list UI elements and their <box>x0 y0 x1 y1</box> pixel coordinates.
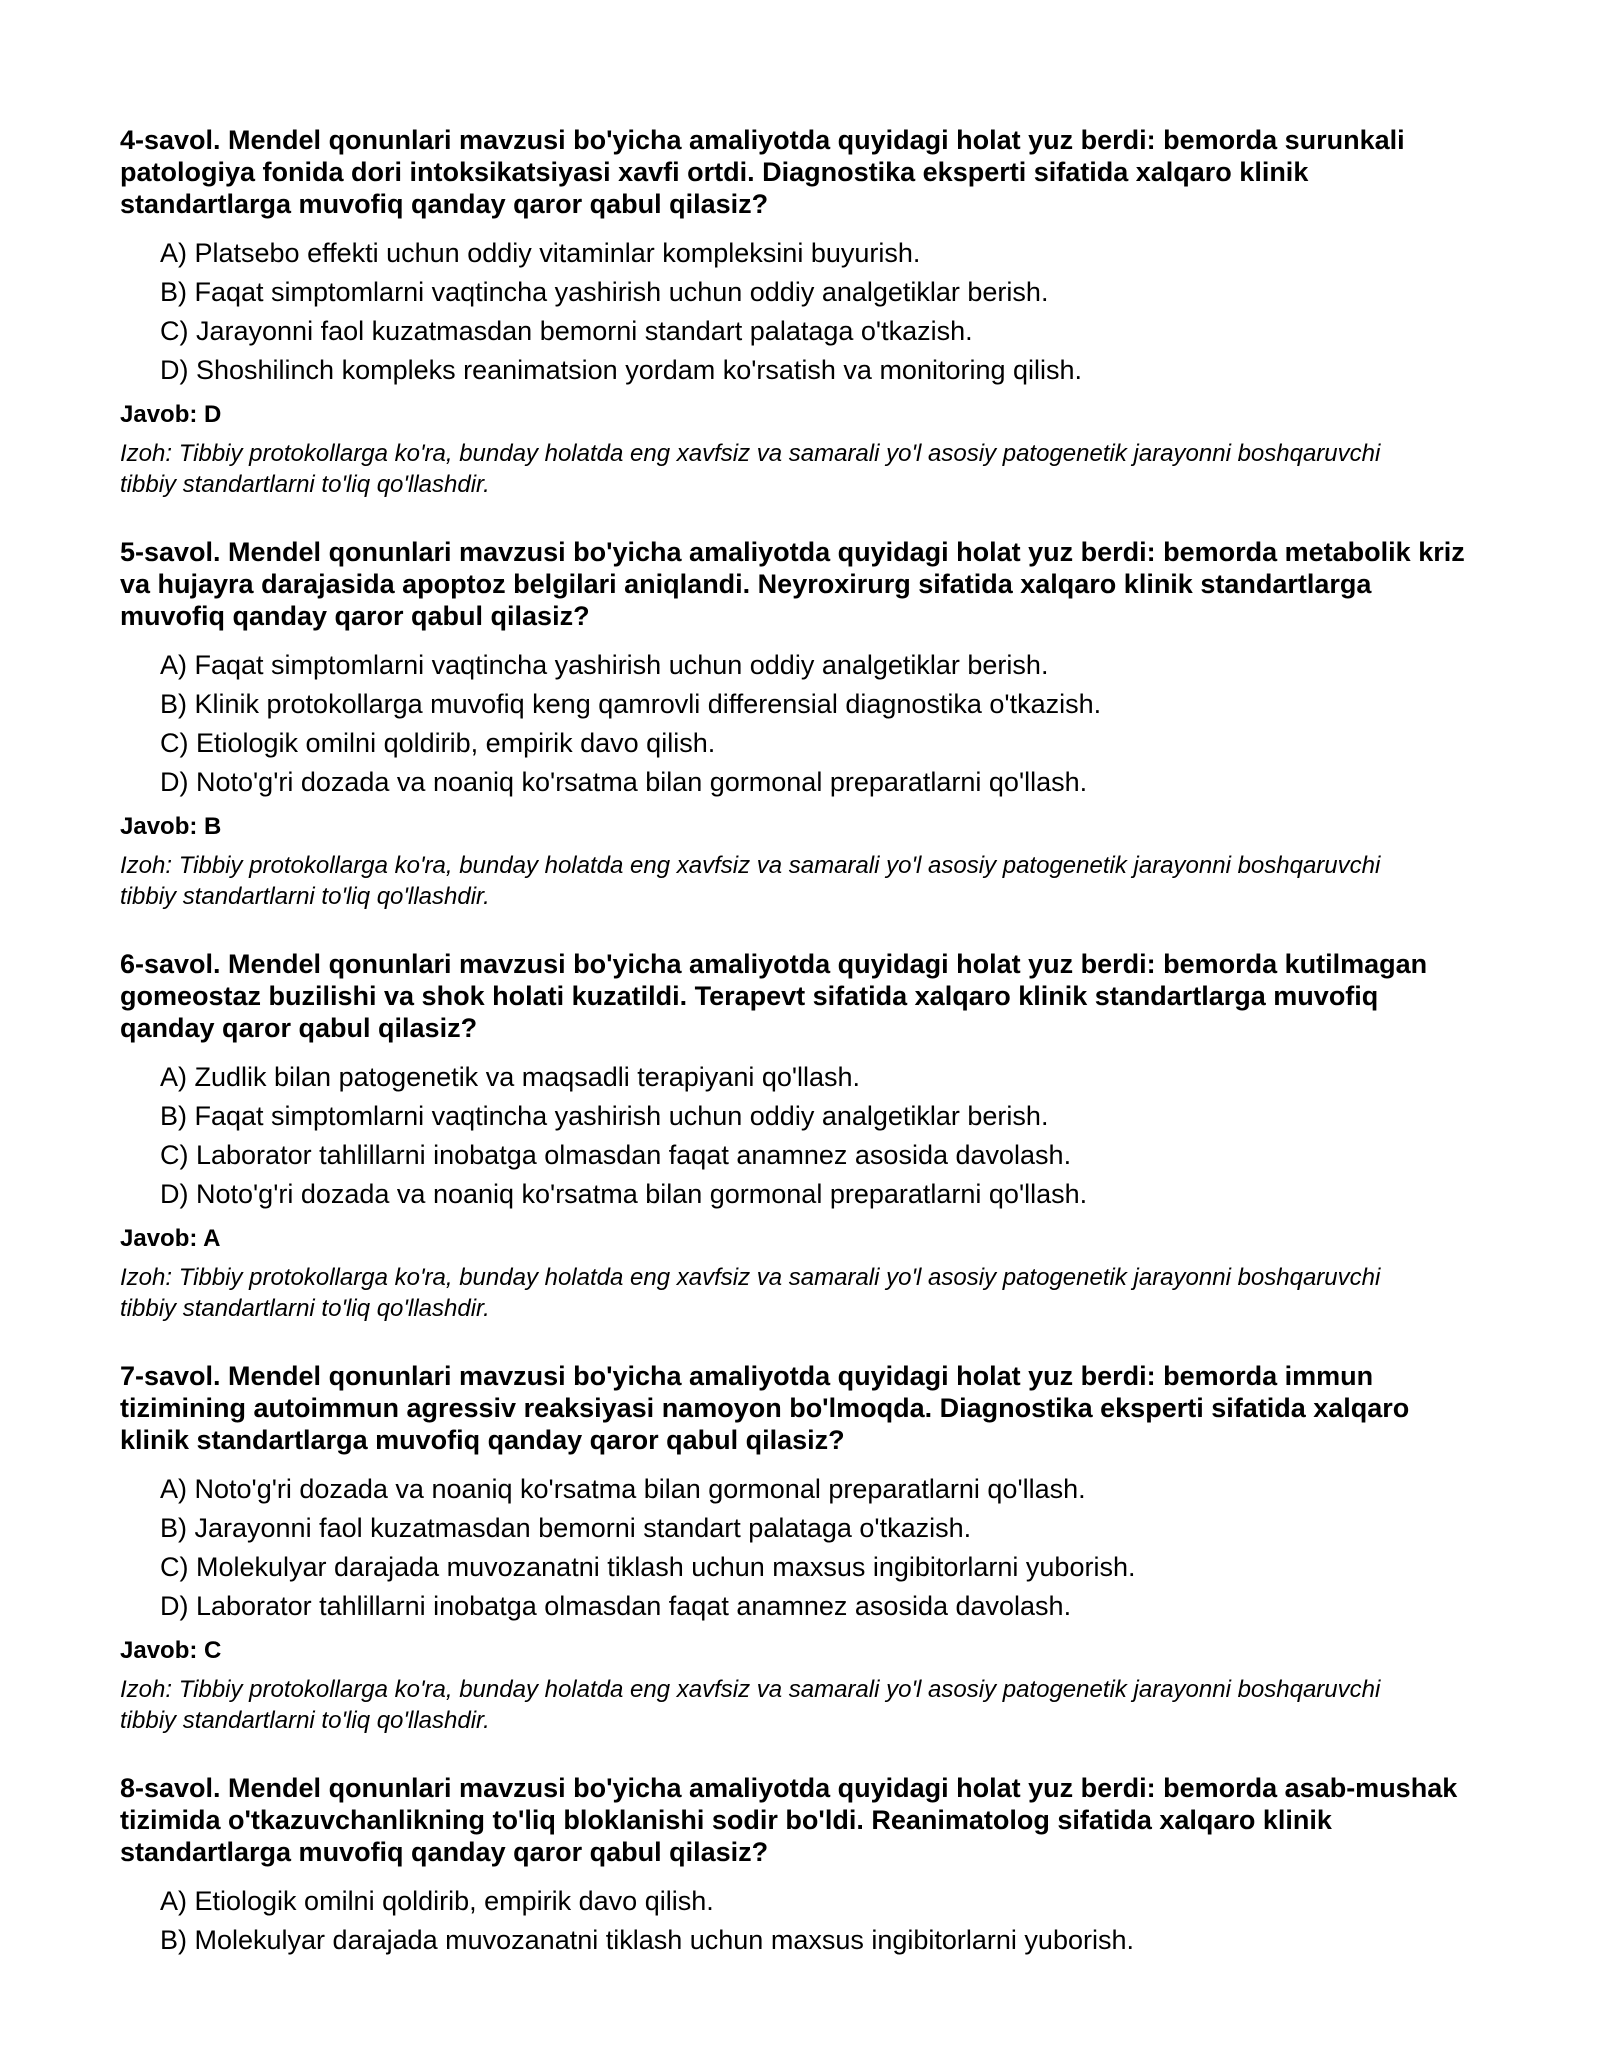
question-5 <box>120 536 1480 912</box>
option-list <box>160 646 1480 802</box>
explanation-note: Izoh: Tibbiy protokollarga ko'ra, bunday holatda eng xavfsiz va samarali yo'l asosiy patogenetik jarayonni boshqaruvchi tibbiy standartlarni to'liq qo'llashdir. <box>120 1264 1381 1322</box>
question-text: 5-savol. Mendel qonunlari mavzusi bo'yicha amaliyotda quyidagi holat yuz berdi: bemorda metabolik kriz va hujayra darajasida apoptoz belgilari aniqlandi. Neyroxirurg sifatida xalqaro klinik standartlarga muvofiq qanday qaror qabul qilasiz? <box>120 537 1465 631</box>
question-text: 6-savol. Mendel qonunlari mavzusi bo'yicha amaliyotda quyidagi holat yuz berdi: bemorda kutilmagan gomeostaz buzilishi va shok holati kuzatildi. Terapevt sifatida xalqaro klinik standartlarga muvofiq qanday qaror qabul qilasiz? <box>120 949 1428 1043</box>
option-d: D) Laborator tahlillarni inobatga olmasdan faqat anamnez asosida davolash. <box>160 1591 1072 1621</box>
option-d: D) Noto'g'ri dozada va noaniq ko'rsatma bilan gormonal preparatlarni qo'llash. <box>160 1179 1088 1209</box>
question-text: 7-savol. Mendel qonunlari mavzusi bo'yicha amaliyotda quyidagi holat yuz berdi: bemorda immun tizimining autoimmun agressiv reaksiyasi namoyon bo'lmoqda. Diagnostika eksperti sifatida xalqaro klinik standartlarga muvofiq qanday qaror qabul qilasiz? <box>120 1361 1410 1455</box>
option-a: A) Faqat simptomlarni vaqtincha yashirish uchun oddiy analgetiklar berish. <box>160 650 1049 680</box>
option-d: D) Shoshilinch kompleks reanimatsion yordam ko'rsatish va monitoring qilish. <box>160 355 1083 385</box>
option-b: B) Klinik protokollarga muvofiq keng qamrovli differensial diagnostika o'tkazish. <box>160 689 1102 719</box>
option-b: B) Faqat simptomlarni vaqtincha yashirish uchun oddiy analgetiklar berish. <box>160 1101 1049 1131</box>
explanation-note: Izoh: Tibbiy protokollarga ko'ra, bunday holatda eng xavfsiz va samarali yo'l asosiy patogenetik jarayonni boshqaruvchi tibbiy standartlarni to'liq qo'llashdir. <box>120 852 1381 910</box>
option-c: C) Molekulyar darajada muvozanatni tiklash uchun maxsus ingibitorlarni yuborish. <box>160 1552 1136 1582</box>
option-c: C) Jarayonni faol kuzatmasdan bemorni standart palataga o'tkazish. <box>160 316 973 346</box>
option-c: C) Etiologik omilni qoldirib, empirik davo qilish. <box>160 728 716 758</box>
answer-label: Javob: B <box>120 813 222 840</box>
question-text: 8-savol. Mendel qonunlari mavzusi bo'yicha amaliyotda quyidagi holat yuz berdi: bemorda asab-mushak tizimida o'tkazuvchanlikning to'liq bloklanishi sodir bo'ldi. Reanimatolog sifatida xalqaro klinik standartlarga muvofiq qanday qaror qabul qilasiz? <box>120 1773 1458 1867</box>
option-list <box>160 234 1480 390</box>
answer-label: Javob: A <box>120 1225 221 1252</box>
option-c: C) Laborator tahlillarni inobatga olmasdan faqat anamnez asosida davolash. <box>160 1140 1072 1170</box>
answer-label: Javob: D <box>120 401 222 428</box>
option-a: A) Platsebo effekti uchun oddiy vitaminlar kompleksini buyurish. <box>160 238 921 268</box>
answer-label: Javob: C <box>120 1637 222 1664</box>
option-list <box>160 1882 1480 1960</box>
question-8 <box>120 1772 1480 1960</box>
option-list <box>160 1058 1480 1214</box>
option-b: B) Faqat simptomlarni vaqtincha yashirish uchun oddiy analgetiklar berish. <box>160 277 1049 307</box>
option-a: A) Noto'g'ri dozada va noaniq ko'rsatma bilan gormonal preparatlarni qo'llash. <box>160 1474 1086 1504</box>
question-6 <box>120 948 1480 1324</box>
option-a: A) Zudlik bilan patogenetik va maqsadli terapiyani qo'llash. <box>160 1062 861 1092</box>
explanation-note: Izoh: Tibbiy protokollarga ko'ra, bunday holatda eng xavfsiz va samarali yo'l asosiy patogenetik jarayonni boshqaruvchi tibbiy standartlarni to'liq qo'llashdir. <box>120 440 1381 498</box>
option-a: A) Etiologik omilni qoldirib, empirik davo qilish. <box>160 1886 714 1916</box>
option-list <box>160 1470 1480 1626</box>
question-text: 4-savol. Mendel qonunlari mavzusi bo'yicha amaliyotda quyidagi holat yuz berdi: bemorda surunkali patologiya fonida dori intoksikatsiyasi xavfi ortdi. Diagnostika eksperti sifatida xalqaro klinik standartlarga muvofiq qanday qaror qabul qilasiz? <box>120 125 1405 219</box>
option-d: D) Noto'g'ri dozada va noaniq ko'rsatma bilan gormonal preparatlarni qo'llash. <box>160 767 1088 797</box>
question-4 <box>120 124 1480 500</box>
explanation-note: Izoh: Tibbiy protokollarga ko'ra, bunday holatda eng xavfsiz va samarali yo'l asosiy patogenetik jarayonni boshqaruvchi tibbiy standartlarni to'liq qo'llashdir. <box>120 1676 1381 1734</box>
question-7 <box>120 1360 1480 1736</box>
option-b: B) Jarayonni faol kuzatmasdan bemorni standart palataga o'tkazish. <box>160 1513 972 1543</box>
option-b: B) Molekulyar darajada muvozanatni tiklash uchun maxsus ingibitorlarni yuborish. <box>160 1925 1134 1955</box>
